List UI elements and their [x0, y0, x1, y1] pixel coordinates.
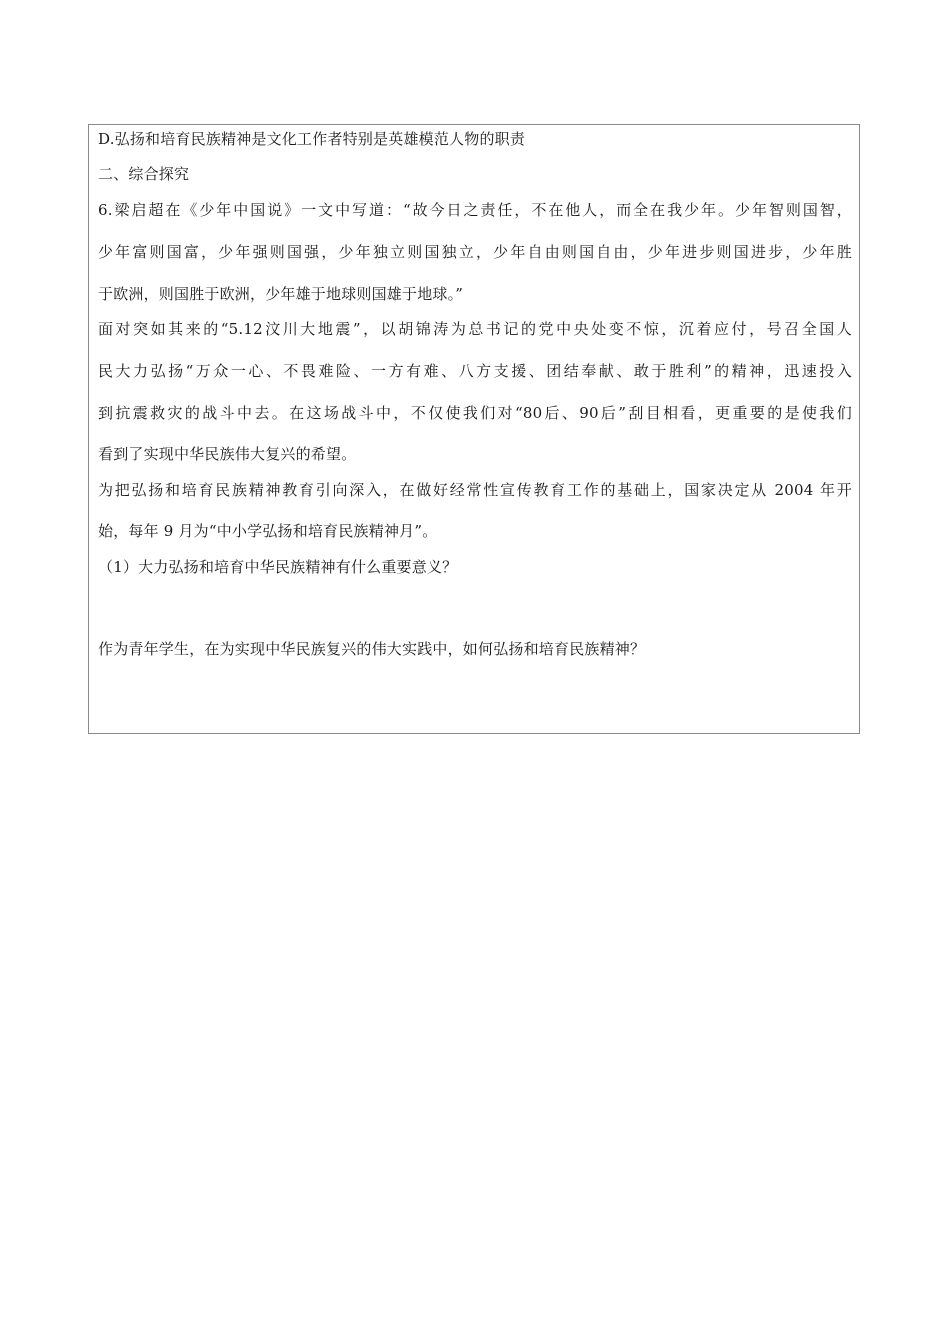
question-6-line-3: 于欧洲，则国胜于欧洲，少年雄于地球则国雄于地球。”	[98, 285, 464, 303]
option-d: D.弘扬和培育民族精神是文化工作者特别是英雄模范人物的职责	[98, 130, 526, 148]
question-6-line-1: 6.梁启超在《少年中国说》一文中写道：“故今日之责任，不在他人，而全在我少年。少年智则国智，	[98, 201, 852, 219]
material-paragraph-2-line-2: 始，每年 9 月为“中小学弘扬和培育民族精神月”。	[98, 522, 438, 540]
material-paragraph-1-line-3: 到抗震救灾的战斗中去。在这场战斗中，不仅使我们对“80后、90后”刮目相看，更重要的是使我们	[98, 404, 852, 422]
material-paragraph-1-line-4: 看到了实现中华民族伟大复兴的希望。	[98, 445, 357, 463]
material-paragraph-2-line-1: 为把弘扬和培育民族精神教育引向深入，在做好经常性宣传教育工作的基础上，国家决定从 2004 年开	[98, 481, 852, 499]
question-box	[88, 124, 860, 734]
sub-question-1: （1）大力弘扬和培育中华民族精神有什么重要意义？	[98, 558, 458, 576]
section-heading: 二、综合探究	[98, 165, 190, 183]
material-paragraph-1-line-1: 面对突如其来的“5.12汶川大地震”，以胡锦涛为总书记的党中央处变不惊，沉着应付，号召全国人	[98, 320, 852, 338]
sub-question-2: 作为青年学生，在为实现中华民族复兴的伟大实践中，如何弘扬和培育民族精神？	[98, 640, 646, 658]
question-6-line-2: 少年富则国富，少年强则国强，少年独立则国独立，少年自由则国自由，少年进步则国进步，少年胜	[98, 243, 852, 261]
material-paragraph-1-line-2: 民大力弘扬“万众一心、不畏难险、一方有难、八方支援、团结奉献、敢于胜利”的精神，迅速投入	[98, 362, 852, 380]
